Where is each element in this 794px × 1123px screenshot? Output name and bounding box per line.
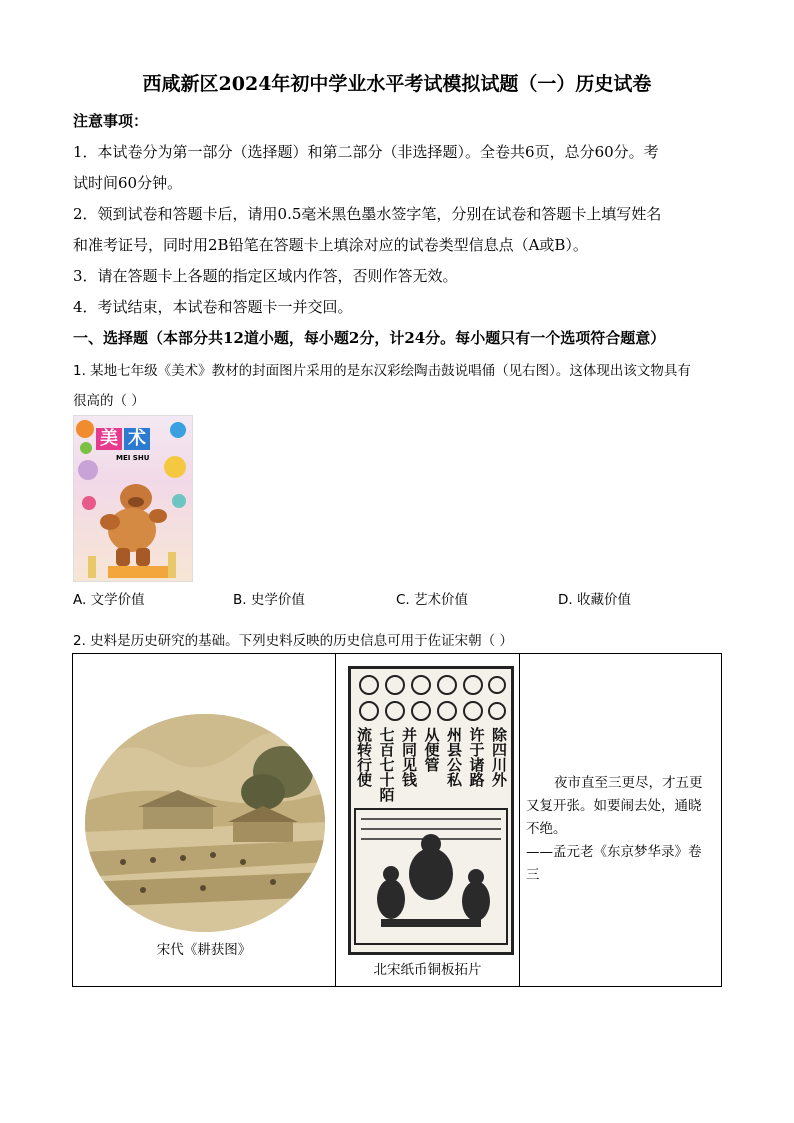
notice-item-1-line-2: 试时间60分钟。 (73, 174, 183, 192)
caption-painting: 宋代《耕获图》 (156, 942, 252, 958)
q1-option-c: C. 艺术价值 (396, 592, 469, 608)
quote-block (526, 772, 716, 887)
q1-stem-line-2: 很高的（ ） (73, 393, 145, 409)
plate-text-col-5: 并同见钱 (400, 727, 418, 787)
notice-item-2-line-2: 和准考证号，同时用2B铅笔在答题卡上填涂对应的试卷类型信息点（A或B）。 (73, 236, 588, 254)
source-cell-banknote (336, 654, 520, 987)
notice-item-4: 4．考试结束，本试卷和答题卡一并交回。 (73, 298, 353, 316)
notice-heading: 注意事项： (73, 112, 149, 130)
figurine-illustration (88, 468, 178, 580)
notice-item-3: 3．请在答题卡上各题的指定区域内作答，否则作答无效。 (73, 267, 458, 285)
quote-source-line-1: ——孟元老《东京梦华录》卷 (526, 844, 702, 860)
source-cell-painting (73, 654, 336, 987)
page-title: 西咸新区2024年初中学业水平考试模拟试题（一）历史试卷 (142, 73, 652, 95)
source-cell-quote (520, 654, 722, 987)
book-title-char-2: 术 (124, 428, 150, 450)
book-pinyin: MEI SHU (116, 454, 150, 462)
source-table (72, 653, 722, 987)
banknote-rubbing-image (348, 666, 514, 955)
q2-stem: 2. 史料是历史研究的基础。下列史料反映的历史信息可用于佐证宋朝（ ） (73, 633, 513, 649)
notice-item-2-line-1: 2．领到试卷和答题卡后，请用0.5毫米黑色墨水签字笔，分别在试卷和答题卡上填写姓名 (73, 205, 662, 223)
quote-line-2: 又复开张。如要闹去处，通晓 (526, 798, 702, 814)
plate-text-col-6: 七百七十陌 (377, 727, 396, 802)
harvest-painting-image (83, 712, 327, 934)
textbook-cover-image (73, 415, 193, 582)
q1-option-a: A. 文学价值 (73, 592, 145, 608)
book-title-char-1: 美 (96, 428, 122, 450)
quote-source-line-2: 三 (526, 867, 540, 883)
q1-option-b: B. 史学价值 (233, 592, 305, 608)
plate-text-col-1: 除四川外 (490, 727, 508, 787)
section-1-heading: 一、选择题（本部分共12道小题，每小题2分，计24分。每小题只有一个选项符合题意） (73, 329, 666, 347)
plate-text-col-4: 从便管 (422, 727, 441, 772)
quote-line-1: 夜市直至三更尽，才五更 (554, 775, 703, 791)
plate-text-col-7: 流转行使 (355, 727, 373, 787)
quote-line-3: 不绝。 (526, 821, 567, 837)
q1-option-d: D. 收藏价值 (558, 592, 631, 608)
q1-stem-line-1: 1. 某地七年级《美术》教材的封面图片采用的是东汉彩绘陶击鼓说唱俑（见右图）。这体现出该文物具有 (73, 363, 691, 379)
plate-text-col-3: 州县公私 (445, 727, 463, 787)
plate-text-col-2: 许于诸路 (467, 727, 486, 787)
notice-item-1-line-1: 1．本试卷分为第一部分（选择题）和第二部分（非选择题）。全卷共6页，总分60分。考 (73, 143, 659, 161)
caption-banknote: 北宋纸币铜板拓片 (373, 962, 482, 978)
